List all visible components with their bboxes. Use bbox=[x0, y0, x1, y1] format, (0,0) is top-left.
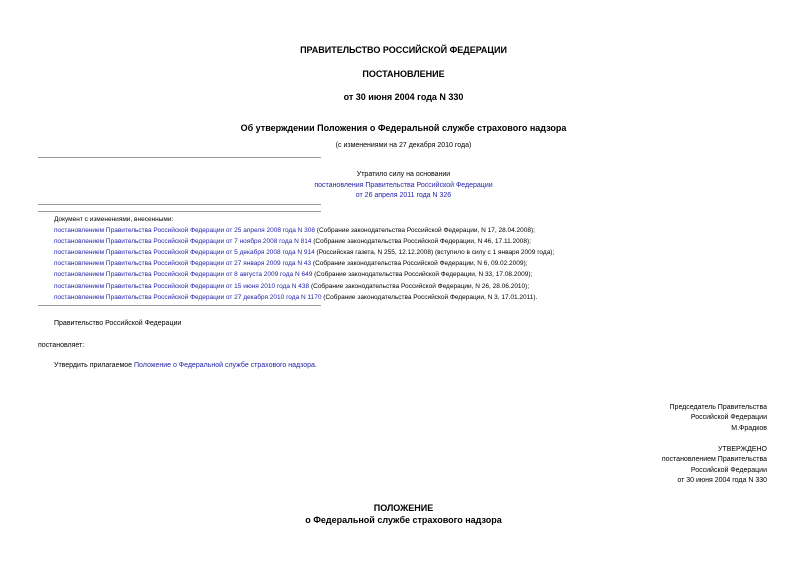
amendment-item bbox=[54, 225, 554, 236]
regulation-title: ПОЛОЖЕНИЕ bbox=[373, 503, 434, 513]
amendment-item bbox=[54, 281, 554, 292]
amendment-link[interactable]: постановлением Правительства Российской Федерации от 27 декабря 2010 года N 1170 bbox=[54, 293, 322, 301]
amendment-link[interactable]: постановлением Правительства Российской Федерации от 15 июня 2010 года N 438 bbox=[54, 282, 310, 290]
approval-block bbox=[662, 445, 767, 487]
signature-name: М.Фрадков bbox=[731, 424, 767, 432]
amendment-item bbox=[54, 269, 554, 280]
amendment-source: (Собрание законодательства Российской Федерации, N 26, 28.06.2010); bbox=[309, 282, 530, 290]
decrees-line: постановляет: bbox=[38, 342, 85, 349]
repeal-note bbox=[0, 170, 807, 202]
approve-text: Утвердить прилагаемое bbox=[54, 362, 135, 369]
document-type-heading: ПОСТАНОВЛЕНИЕ bbox=[362, 69, 445, 79]
amendment-source: (Собрание законодательства Российской Федерации, N 46, 17.11.2008); bbox=[311, 238, 531, 246]
regulation-link[interactable]: Положение о Федеральной службе страхового надзора bbox=[134, 362, 315, 369]
divider bbox=[38, 211, 321, 212]
amendment-item bbox=[54, 247, 554, 258]
amendments-list bbox=[54, 214, 554, 303]
divider bbox=[38, 157, 321, 158]
amendment-source: (Собрание законодательства Российской Федерации, N 6, 09.02.2009); bbox=[311, 260, 528, 268]
amendment-source: (Собрание законодательства Российской Федерации, N 17, 28.04.2008); bbox=[315, 227, 535, 235]
approve-suffix: . bbox=[314, 362, 317, 369]
approve-paragraph bbox=[54, 362, 317, 369]
repeal-line: Утратило силу на основании bbox=[356, 171, 451, 178]
approval-country: Российской Федерации bbox=[690, 466, 767, 474]
repeal-link[interactable]: постановления Правительства Российской Федерации bbox=[314, 181, 493, 189]
approval-date: от 30 июня 2004 года N 330 bbox=[677, 477, 767, 485]
amendment-link[interactable]: постановлением Правительства Российской Федерации от 8 августа 2009 года N 649 bbox=[54, 271, 313, 279]
amendment-link[interactable]: постановлением Правительства Российской Федерации от 5 декабря 2008 года N 914 bbox=[54, 249, 315, 257]
document-title: Об утверждении Положения о Федеральной службе страхового надзора bbox=[240, 123, 567, 133]
revision-note: (с изменениями на 27 декабря 2010 года) bbox=[335, 142, 472, 149]
approval-decree: постановлением Правительства bbox=[661, 456, 767, 464]
approval-label: УТВЕРЖДЕНО bbox=[717, 446, 767, 453]
divider bbox=[38, 305, 321, 306]
regulation-subtitle: о Федеральной службе страхового надзора bbox=[305, 515, 502, 525]
signature-country: Российской Федерации bbox=[690, 414, 767, 422]
government-heading: ПРАВИТЕЛЬСТВО РОССИЙСКОЙ ФЕДЕРАЦИИ bbox=[300, 45, 507, 55]
repeal-link-date[interactable]: от 26 апреля 2011 года N 326 bbox=[355, 192, 452, 199]
document-date-number: от 30 июня 2004 года N 330 bbox=[343, 92, 464, 102]
government-line: Правительство Российской Федерации bbox=[54, 320, 182, 327]
signature-position: Председатель Правительства bbox=[669, 404, 767, 411]
amendment-link[interactable]: постановлением Правительства Российской Федерации от 7 ноября 2008 года N 814 bbox=[54, 238, 312, 246]
amendment-source: (Собрание законодательства Российской Федерации, N 33, 17.08.2009); bbox=[312, 271, 533, 279]
amendments-intro: Документ с изменениями, внесенными: bbox=[54, 216, 174, 223]
amendment-item bbox=[54, 292, 554, 303]
divider bbox=[38, 204, 321, 205]
amendment-item bbox=[54, 236, 554, 247]
signature-block bbox=[670, 403, 767, 434]
amendment-source: (Собрание законодательства Российской Федерации, N 3, 17.01.2011). bbox=[321, 293, 538, 301]
amendment-link[interactable]: постановлением Правительства Российской Федерации от 27 января 2009 года N 43 bbox=[54, 260, 312, 268]
amendment-source: (Российская газета, N 255, 12.12.2008) (вступило в силу с 1 января 2009 года); bbox=[314, 249, 555, 257]
amendment-link[interactable]: постановлением Правительства Российской Федерации от 25 апреля 2008 года N 308 bbox=[54, 227, 315, 235]
amendment-item bbox=[54, 258, 554, 269]
